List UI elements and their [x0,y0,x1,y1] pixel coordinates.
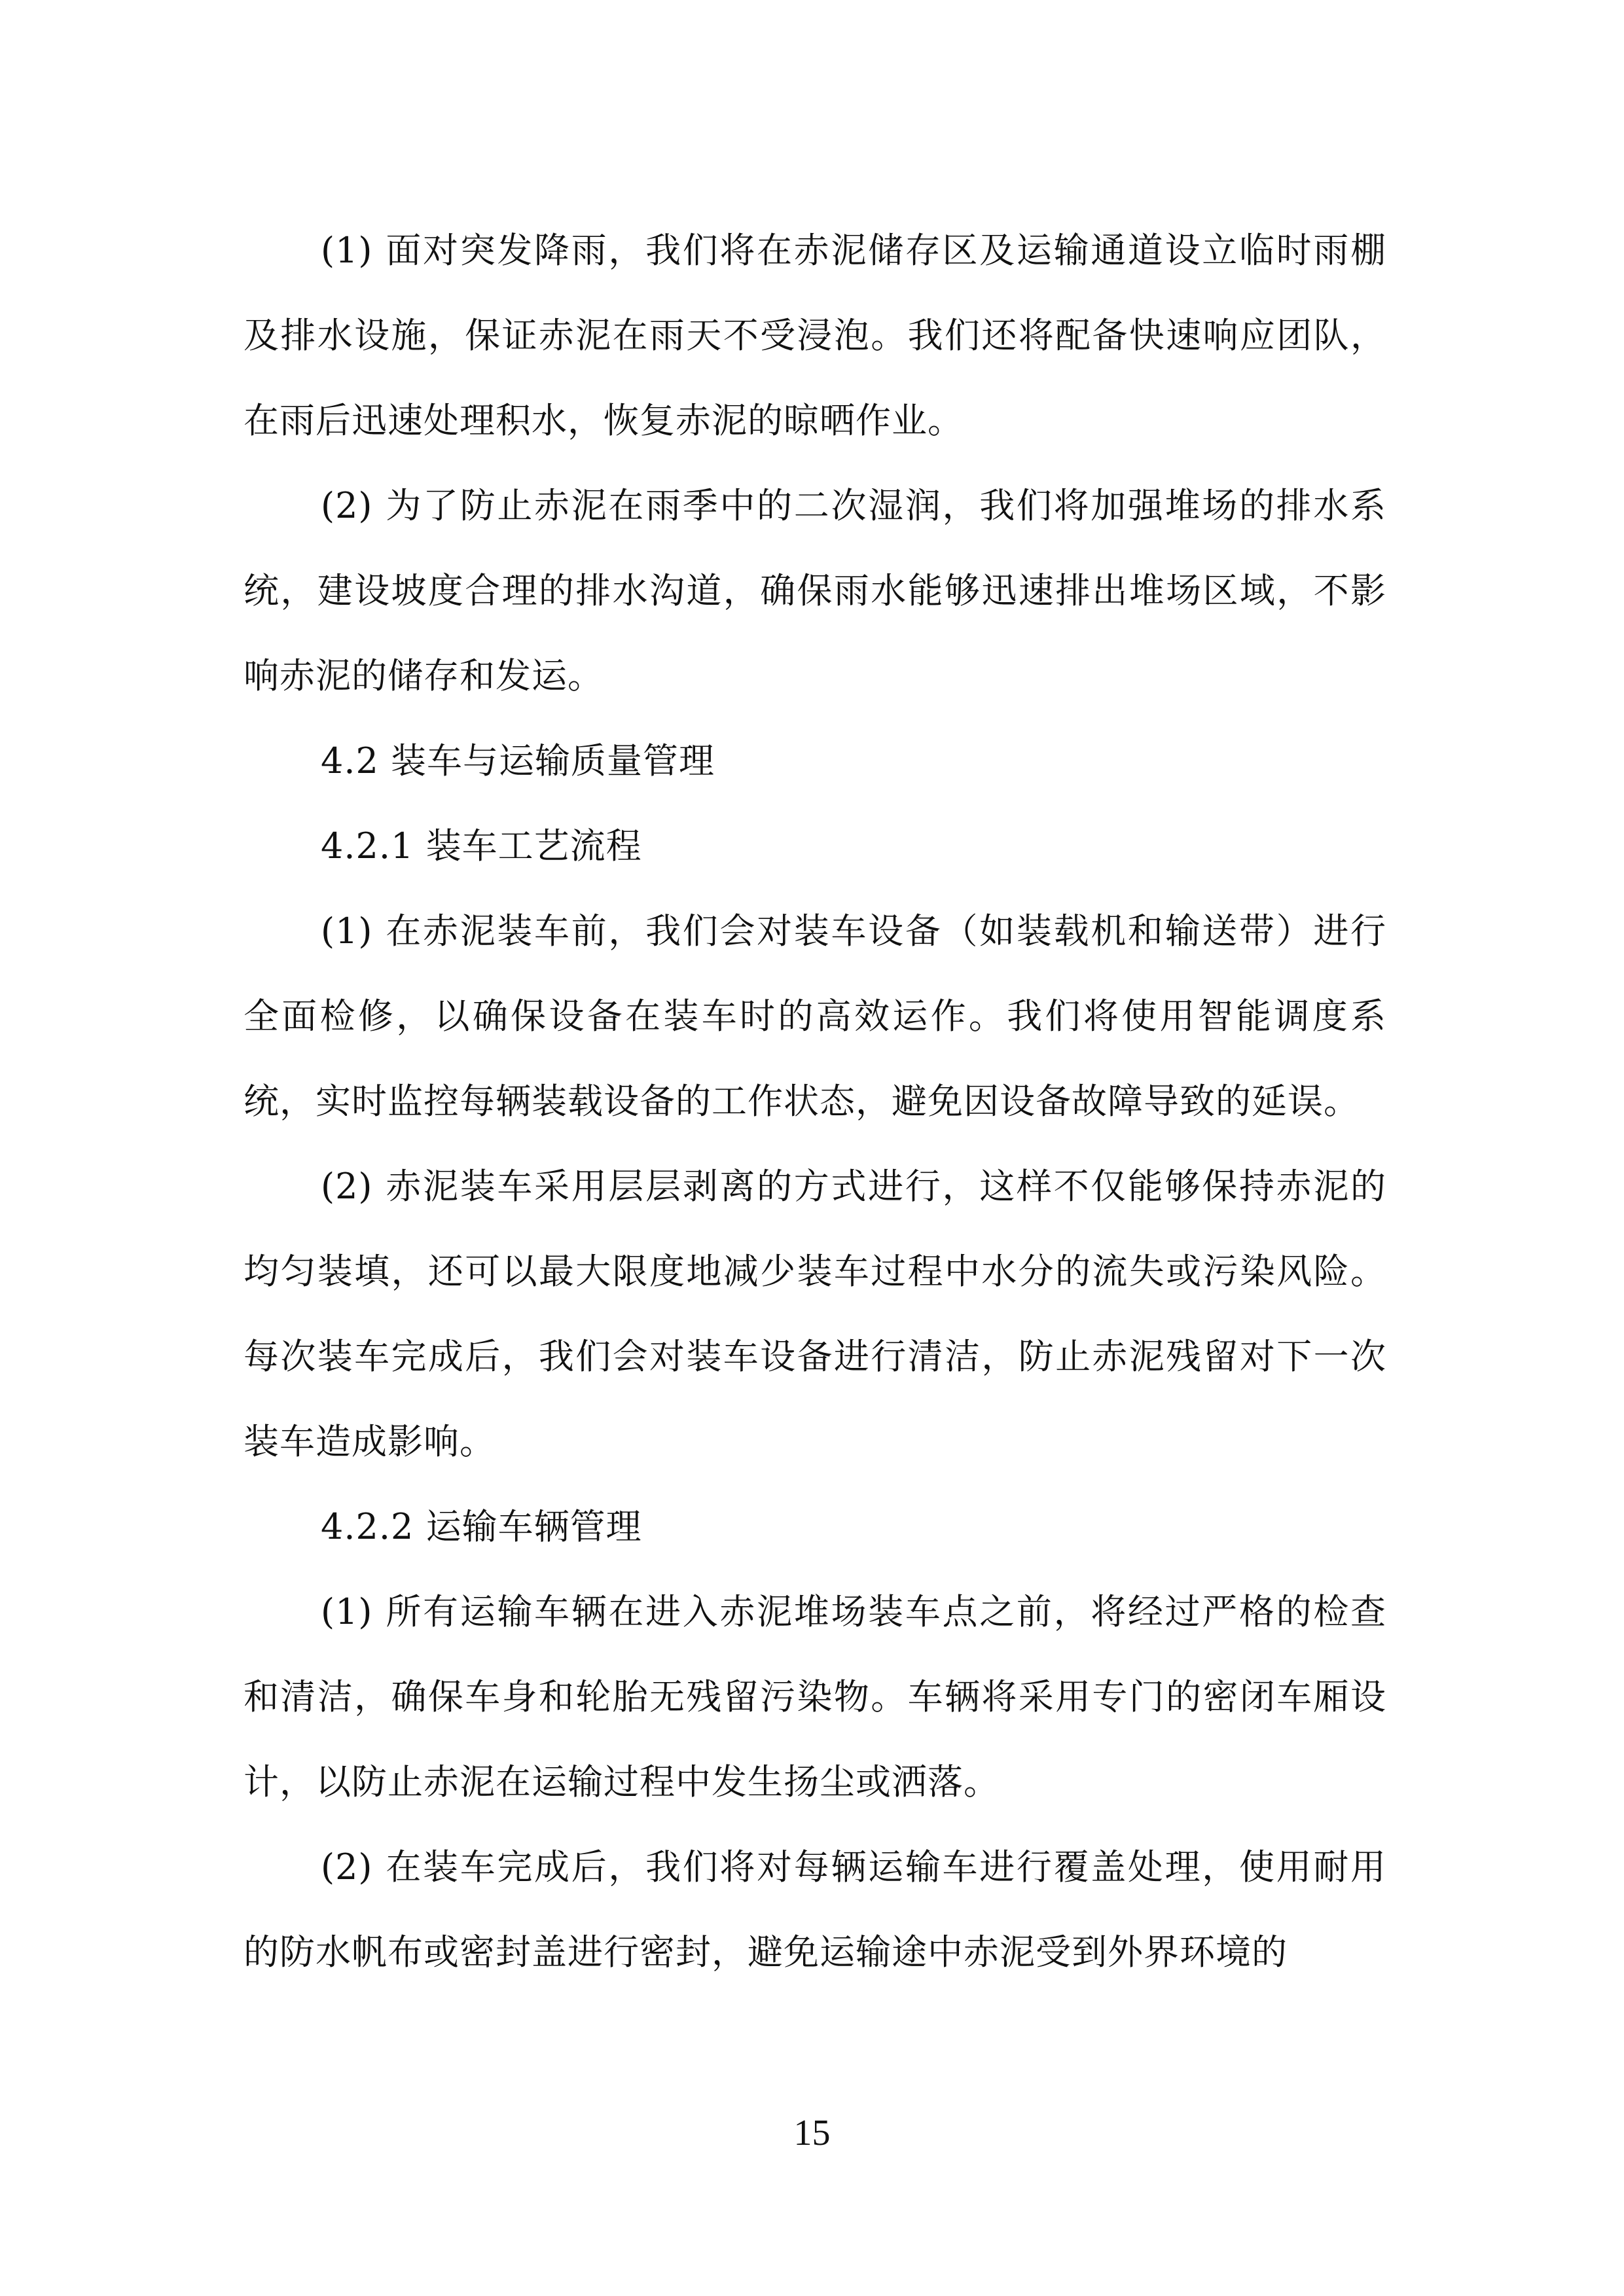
paragraph-vehicle-inspection: (1) 所有运输车辆在进入赤泥堆场装车点之前，将经过严格的检查和清洁，确保车身和轮胎无残留污染物。车辆将采用专门的密闭车厢设计，以防止赤泥在运输过程中发生扬尘或洒落。 [244,1591,1386,1803]
section-heading-4-2-1: 4.2.1 装车工艺流程 [321,825,642,867]
paragraph-equipment-inspection: (1) 在赤泥装车前，我们会对装车设备（如装载机和输送带）进行全面检修，以确保设备在装车时的高效运作。我们将使用智能调度系统，实时监控每辆装载设备的工作状态，避免因设备故障导致的延误。 [244,910,1386,1122]
paragraph-rain-shelter: (1) 面对突发降雨，我们将在赤泥储存区及运输通道设立临时雨棚及排水设施，保证赤泥在雨天不受浸泡。我们还将配备快速响应团队，在雨后迅速处理积水，恢复赤泥的晾晒作业。 [244,230,1386,441]
paragraph-layered-loading: (2) 赤泥装车采用层层剥离的方式进行，这样不仅能够保持赤泥的均匀装填，还可以最大限度地减少装车过程中水分的流失或污染风险。每次装车完成后，我们会对装车设备进行清洁，防止赤泥残留对下一次装车造成影响。 [244,1166,1386,1462]
section-heading-4-2-2: 4.2.2 运输车辆管理 [321,1506,642,1547]
document-body [244,208,1386,1995]
page-number: 15 [793,2113,831,2153]
paragraph-drainage-system: (2) 为了防止赤泥在雨季中的二次湿润，我们将加强堆场的排水系统，建设坡度合理的排水沟道，确保雨水能够迅速排出堆场区域，不影响赤泥的储存和发运。 [244,485,1386,696]
section-heading-4-2: 4.2 装车与运输质量管理 [321,740,715,781]
paragraph-vehicle-covering: (2) 在装车完成后，我们将对每辆运输车进行覆盖处理，使用耐用的防水帆布或密封盖进行密封，避免运输途中赤泥受到外界环境的 [244,1846,1386,1973]
